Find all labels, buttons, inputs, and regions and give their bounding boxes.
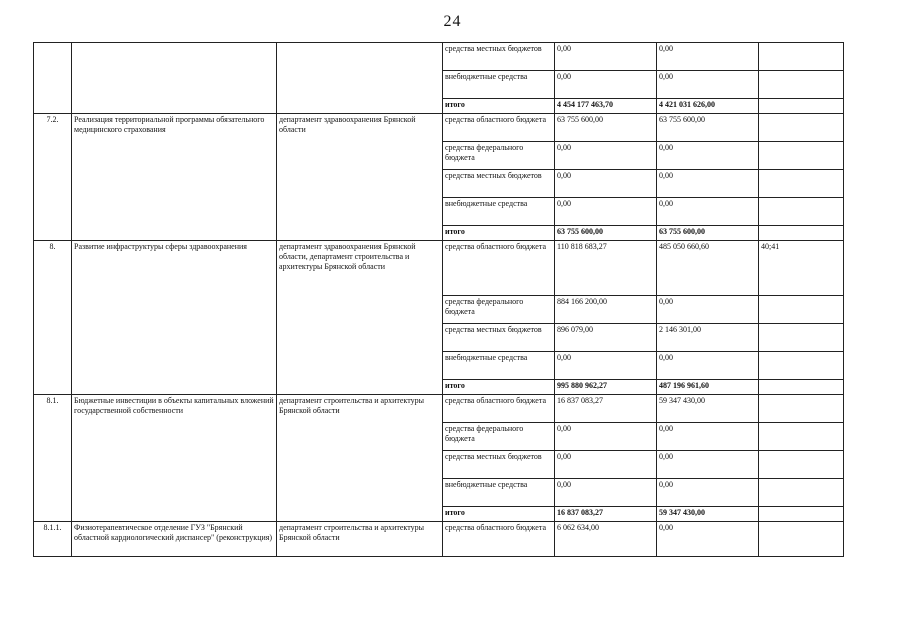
- table-row: [34, 43, 844, 71]
- item-executor: [277, 43, 443, 114]
- item-name: Развитие инфраструктуры сферы здравоохранения: [72, 241, 277, 395]
- funding-source: средства местных бюджетов: [443, 324, 555, 352]
- funding-source: средства местных бюджетов: [443, 170, 555, 198]
- amount-2: 0,00: [657, 198, 759, 226]
- amount-2: 0,00: [657, 479, 759, 507]
- amount-2: 0,00: [657, 296, 759, 324]
- amount-2: 0,00: [657, 451, 759, 479]
- funding-source: внебюджетные средства: [443, 479, 555, 507]
- indicator-ref: [759, 324, 844, 352]
- amount-1: 4 454 177 463,70: [555, 99, 657, 114]
- amount-2: 59 347 430,00: [657, 395, 759, 423]
- indicator-ref: [759, 71, 844, 99]
- funding-source: итого: [443, 226, 555, 241]
- amount-1: 0,00: [555, 170, 657, 198]
- table-row: [34, 241, 844, 296]
- funding-source: средства областного бюджета: [443, 395, 555, 423]
- indicator-ref: [759, 43, 844, 71]
- funding-source: внебюджетные средства: [443, 71, 555, 99]
- financing-table: [33, 42, 844, 557]
- item-name: Реализация территориальной программы обязательного медицинского страхования: [72, 114, 277, 241]
- item-name: [72, 43, 277, 114]
- indicator-ref: [759, 352, 844, 380]
- funding-source: внебюджетные средства: [443, 198, 555, 226]
- indicator-ref: [759, 380, 844, 395]
- item-executor: департамент здравоохранения Брянской области: [277, 114, 443, 241]
- financing-table-body: [34, 43, 844, 557]
- amount-1: 16 837 083,27: [555, 507, 657, 522]
- amount-1: 0,00: [555, 142, 657, 170]
- amount-2: 487 196 961,60: [657, 380, 759, 395]
- indicator-ref: [759, 226, 844, 241]
- amount-2: 0,00: [657, 170, 759, 198]
- amount-1: 0,00: [555, 71, 657, 99]
- amount-1: 0,00: [555, 479, 657, 507]
- table-row: [34, 522, 844, 557]
- funding-source: средства федерального бюджета: [443, 142, 555, 170]
- table-row: [34, 395, 844, 423]
- funding-source: средства местных бюджетов: [443, 451, 555, 479]
- funding-source: итого: [443, 99, 555, 114]
- amount-2: 63 755 600,00: [657, 226, 759, 241]
- item-number: [34, 43, 72, 114]
- indicator-ref: [759, 99, 844, 114]
- amount-1: 63 755 600,00: [555, 114, 657, 142]
- page-number: 24: [443, 13, 462, 30]
- indicator-ref: [759, 507, 844, 522]
- amount-1: 884 166 200,00: [555, 296, 657, 324]
- item-executor: департамент строительства и архитектуры Брянской области: [277, 522, 443, 557]
- funding-source: итого: [443, 380, 555, 395]
- amount-2: 63 755 600,00: [657, 114, 759, 142]
- amount-1: 110 818 683,27: [555, 241, 657, 296]
- table-row: [34, 114, 844, 142]
- amount-2: 59 347 430,00: [657, 507, 759, 522]
- amount-2: 485 050 660,60: [657, 241, 759, 296]
- funding-source: внебюджетные средства: [443, 352, 555, 380]
- amount-1: 16 837 083,27: [555, 395, 657, 423]
- amount-2: 0,00: [657, 71, 759, 99]
- item-executor: департамент здравоохранения Брянской области, департамент строительства и архитектуры Брянской области: [277, 241, 443, 395]
- indicator-ref: [759, 423, 844, 451]
- amount-2: 0,00: [657, 423, 759, 451]
- amount-2: 4 421 031 626,00: [657, 99, 759, 114]
- item-number: 8.1.1.: [34, 522, 72, 557]
- funding-source: средства областного бюджета: [443, 114, 555, 142]
- amount-2: 0,00: [657, 352, 759, 380]
- amount-2: 0,00: [657, 142, 759, 170]
- amount-1: 63 755 600,00: [555, 226, 657, 241]
- item-number: 8.: [34, 241, 72, 395]
- indicator-ref: [759, 114, 844, 142]
- amount-2: 0,00: [657, 43, 759, 71]
- funding-source: средства областного бюджета: [443, 522, 555, 557]
- indicator-ref: [759, 296, 844, 324]
- indicator-ref: [759, 479, 844, 507]
- amount-2: 2 146 301,00: [657, 324, 759, 352]
- amount-1: 0,00: [555, 198, 657, 226]
- amount-1: 0,00: [555, 43, 657, 71]
- amount-2: 0,00: [657, 522, 759, 557]
- funding-source: средства областного бюджета: [443, 241, 555, 296]
- item-name: Бюджетные инвестиции в объекты капитальных вложений государственной собственности: [72, 395, 277, 522]
- indicator-ref: [759, 198, 844, 226]
- indicator-ref: [759, 451, 844, 479]
- funding-source: средства федерального бюджета: [443, 296, 555, 324]
- indicator-ref: [759, 142, 844, 170]
- amount-1: 995 880 962,27: [555, 380, 657, 395]
- amount-1: 6 062 634,00: [555, 522, 657, 557]
- amount-1: 0,00: [555, 352, 657, 380]
- amount-1: 896 079,00: [555, 324, 657, 352]
- item-name: Физиотерапевтическое отделение ГУЗ "Брянский областной кардиологический диспансер" (реконструкция): [72, 522, 277, 557]
- item-number: 8.1.: [34, 395, 72, 522]
- funding-source: средства местных бюджетов: [443, 43, 555, 71]
- indicator-ref: [759, 522, 844, 557]
- item-number: 7.2.: [34, 114, 72, 241]
- funding-source: итого: [443, 507, 555, 522]
- indicator-ref: [759, 170, 844, 198]
- funding-source: средства федерального бюджета: [443, 423, 555, 451]
- item-executor: департамент строительства и архитектуры Брянской области: [277, 395, 443, 522]
- indicator-ref: [759, 395, 844, 423]
- amount-1: 0,00: [555, 451, 657, 479]
- indicator-ref: 40;41: [759, 241, 844, 296]
- amount-1: 0,00: [555, 423, 657, 451]
